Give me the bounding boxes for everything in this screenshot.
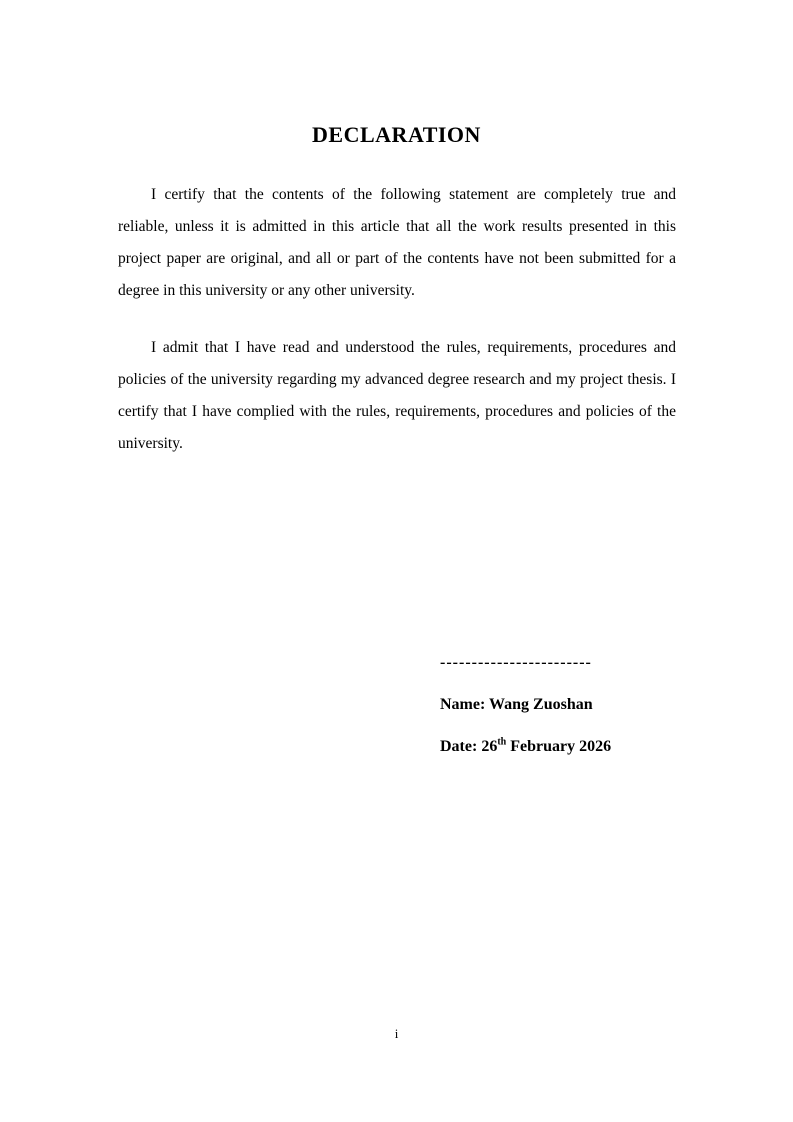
signature-date-suffix: February 2026: [506, 738, 612, 755]
signature-date-prefix: Date: 26: [440, 738, 498, 755]
declaration-body: [118, 179, 676, 485]
page-title: DECLARATION: [312, 122, 481, 147]
page-number: i: [394, 1026, 399, 1041]
declaration-paragraph-1: I certify that the contents of the following statement are completely true and reliable, unless it is admitted in this article that all the work results presented in this project paper are original, and all or part of the contents have not been submitted for a degree in this university or any other university.: [118, 186, 676, 299]
signature-date: [440, 726, 611, 768]
signature-line: ------------------------: [440, 654, 592, 671]
signature-block: [440, 642, 611, 768]
signature-date-ordinal: th: [497, 736, 507, 748]
signature-name: Name: Wang Zuoshan: [440, 696, 593, 713]
declaration-paragraph-2: I admit that I have read and understood the rules, requirements, procedures and policies of the university regarding my advanced degree research and my project thesis. I certify that I have complied with the rules, requirements, procedures and policies of the university.: [118, 339, 676, 452]
